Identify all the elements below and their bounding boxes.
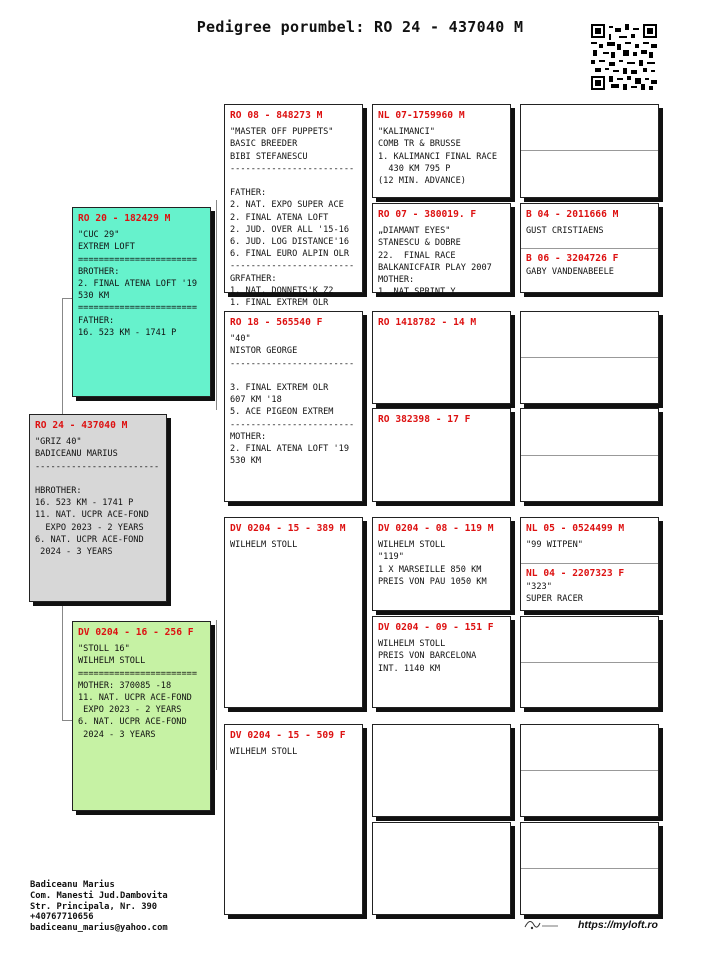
ring-number: RO 08 - 848273 M	[230, 110, 323, 121]
pigeon-card-mfm	[372, 616, 511, 708]
pigeon-card-ffm	[372, 203, 511, 298]
pigeon-card-mmf	[372, 724, 511, 817]
qr-code-icon	[591, 24, 657, 90]
divider	[521, 868, 658, 869]
pigeon-details: "KALIMANCI" COMB TR & BRUSSE 1. KALIMANCI FINAL RACE 430 KM 795 P (12 MIN. ADVANCE)	[378, 127, 497, 187]
pigeon-card-g4-pair	[520, 203, 659, 293]
pigeon-card-mff	[372, 517, 511, 611]
ring-number: NL 07-1759960 M	[378, 110, 465, 121]
pigeon-card-father-mother	[224, 311, 363, 502]
ring-number: DV 0204 - 15 - 389 M	[230, 523, 346, 534]
pigeon-card-mother-mother	[224, 724, 363, 915]
ring-number: RO 07 - 380019. F	[378, 209, 477, 220]
divider	[521, 455, 658, 456]
pigeon-details: GUST CRISTIAENS	[526, 226, 604, 237]
myloft-logo-icon	[522, 915, 562, 933]
divider	[521, 150, 658, 151]
ring-number: NL 04 - 2207323 F	[526, 568, 625, 579]
pigeon-card-father	[72, 207, 211, 397]
pigeon-details: "323" SUPER RACER	[526, 582, 583, 605]
connector-line	[216, 200, 217, 410]
pigeon-card-fff	[372, 104, 511, 198]
ring-number: DV 0204 - 09 - 151 F	[378, 622, 494, 633]
pigeon-card-g4-pair	[520, 104, 659, 198]
pigeon-card-mmm	[372, 822, 511, 915]
pigeon-details: "99 WITPEN"	[526, 540, 583, 551]
connector-line	[216, 620, 217, 770]
pigeon-details: "CUC 29" EXTREM LOFT ======================= BROTHER: 2. FINAL ATENA LOFT '19 530 KM ======================= FATHER: 16. 523 KM - 1741 P	[78, 230, 197, 338]
pigeon-card-g4-pair	[520, 616, 659, 708]
ring-number: NL 05 - 0524499 M	[526, 523, 625, 534]
pigeon-card-fmm	[372, 408, 511, 502]
ring-number: RO 18 - 565540 F	[230, 317, 323, 328]
connector-line	[62, 298, 72, 299]
divider	[521, 357, 658, 358]
pigeon-card-fmf	[372, 311, 511, 404]
page-title: Pedigree porumbel: RO 24 - 437040 M	[196, 18, 524, 36]
owner-contact: Badiceanu Marius Com. Manesti Jud.Dambovita Str. Principala, Nr. 390 +40767710656 badiceanu_marius@yahoo.com	[30, 880, 168, 934]
ring-number: DV 0204 - 15 - 509 F	[230, 730, 346, 741]
pigeon-details: WILHELM STOLL PREIS VON BARCELONA INT. 1140 KM	[378, 639, 477, 674]
ring-number: B 06 - 3204726 F	[526, 253, 619, 264]
pigeon-details: "STOLL 16" WILHELM STOLL ======================= MOTHER: 370085 -18 11. NAT. UCPR ACE-FOND EXPO 2023 - 2 YEARS 6. NAT. UCPR ACE-FOND 2024 - 3 YEARS	[78, 644, 197, 740]
pigeon-card-g4-pair	[520, 311, 659, 404]
ring-number: RO 382398 - 17 F	[378, 414, 471, 425]
ring-number: DV 0204 - 16 - 256 F	[78, 627, 194, 638]
pigeon-details: „DIAMANT EYES" STANESCU & DOBRE 22. FINAL RACE BALKANICFAIR PLAY 2007 MOTHER: 1. NAT SPRINT Y	[378, 226, 492, 298]
pigeon-card-father-father	[224, 104, 363, 309]
pigeon-card-mother-father	[224, 517, 363, 708]
website-link[interactable]: https://myloft.ro	[578, 919, 658, 931]
pigeon-card-main	[29, 414, 167, 602]
pigeon-details: "MASTER OFF PUPPETS" BASIC BREEDER BIBI STEFANESCU ------------------------ FATHER: 2. NAT. EXPO SUPER ACE 2. FINAL ATENA LOFT 2. JUD. OVER ALL '15-16 6. JUD. LOG DISTANCE'16 6. FINAL EURO ALPIN OLR ------------------------ GRFATHER: 1. NAT. DONNETS'K Z2 1. FINAL EXTREM OLR	[230, 127, 355, 309]
pigeon-details: WILHELM STOLL "119" 1 X MARSEILLE 850 KM PREIS VON PAU 1050 KM	[378, 540, 487, 587]
pigeon-card-g4-pair	[520, 517, 659, 611]
divider	[521, 662, 658, 663]
connector-line	[62, 720, 72, 721]
ring-number: RO 20 - 182429 M	[78, 213, 171, 224]
pigeon-card-mother	[72, 621, 211, 811]
divider	[521, 770, 658, 771]
pigeon-details: "GRIZ 40" BADICEANU MARIUS ------------------------ HBROTHER: 16. 523 KM - 1741 P 11. NAT. UCPR ACE-FOND EXPO 2023 - 2 YEARS 6. NAT. UCPR ACE-FOND 2024 - 3 YEARS	[35, 437, 160, 558]
pigeon-card-g4-pair	[520, 724, 659, 817]
pigeon-details: "40" NISTOR GEORGE ------------------------ 3. FINAL EXTREM OLR 607 KM '18 5. ACE PIGEON EXTREM ------------------------ MOTHER: 2. FINAL ATENA LOFT '19 530 KM	[230, 334, 355, 467]
pigeon-details: GABY VANDENABEELE	[526, 267, 614, 277]
pigeon-card-g4-pair	[520, 822, 659, 915]
pigeon-card-g4-pair	[520, 408, 659, 502]
pigeon-details: WILHELM STOLL	[230, 540, 298, 551]
ring-number: B 04 - 2011666 M	[526, 209, 619, 220]
ring-number: RO 24 - 437040 M	[35, 420, 128, 431]
ring-number: RO 1418782 - 14 M	[378, 317, 477, 328]
ring-number: DV 0204 - 08 - 119 M	[378, 523, 494, 534]
pigeon-details: WILHELM STOLL	[230, 747, 298, 758]
